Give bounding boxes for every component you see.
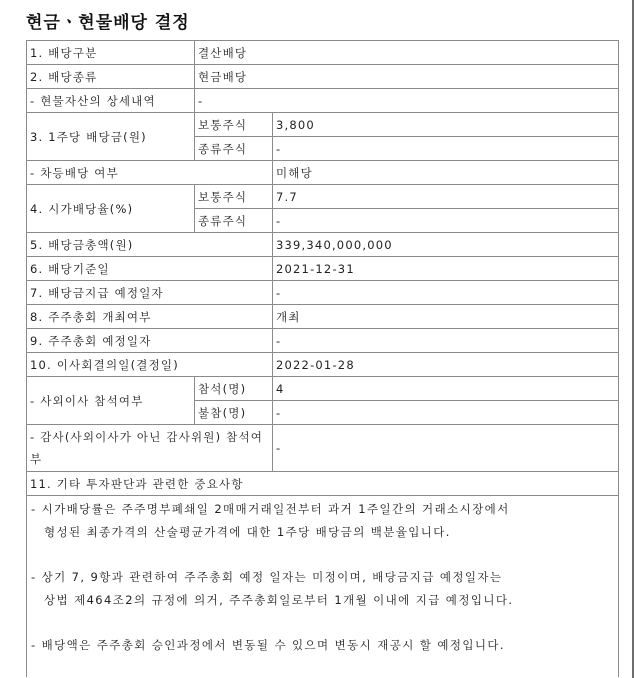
row-label: - 현물자산의 상세내역	[27, 89, 195, 113]
note-line: - 시가배당률은 주주명부폐쇄일 2매매거래일전부터 과거 1주일간의 거래소시장에서	[31, 502, 510, 516]
row-value: 개최	[273, 305, 619, 329]
table-row	[27, 161, 619, 185]
note-line: - 배당액은 주주총회 승인과정에서 변동될 수 있으며 변동시 재공시 할 예정입니다.	[31, 638, 505, 652]
row-label: 3. 1주당 배당금(원)	[27, 113, 195, 161]
row-label: 9. 주주총회 예정일자	[27, 329, 273, 353]
table-row	[27, 41, 619, 65]
note-line: 상법 제464조2의 규정에 의거, 주주총회일로부터 1개월 이내에 지급 예정입니다.	[44, 593, 514, 607]
row-value: -	[273, 329, 619, 353]
row-label: - 사외이사 참석여부	[27, 377, 195, 425]
table-row	[27, 377, 619, 401]
row-value: -	[273, 209, 619, 233]
row-value: 7.7	[273, 185, 619, 209]
notes-cell	[27, 496, 619, 678]
row-label: 8. 주주총회 개최여부	[27, 305, 273, 329]
row-label: - 감사(사외이사가 아닌 감사위원) 참석여부	[27, 425, 273, 472]
row-value: 미해당	[273, 161, 619, 185]
table-row	[27, 233, 619, 257]
row-value: 2021-12-31	[273, 257, 619, 281]
row-value: 3,800	[273, 113, 619, 137]
table-row	[27, 89, 619, 113]
row-value: 결산배당	[195, 41, 619, 65]
table-row	[27, 65, 619, 89]
dividend-table	[26, 40, 619, 677]
row-value: -	[273, 401, 619, 425]
notes-row	[27, 496, 619, 678]
row-value: -	[273, 137, 619, 161]
row-value: 2022-01-28	[273, 353, 619, 377]
row-value: -	[273, 425, 619, 472]
row-value: -	[273, 281, 619, 305]
sub-label: 종류주식	[195, 137, 273, 161]
row-label: 7. 배당금지급 예정일자	[27, 281, 273, 305]
sub-label: 불참(명)	[195, 401, 273, 425]
row-value: 현금배당	[195, 65, 619, 89]
table-row	[27, 305, 619, 329]
table-row	[27, 281, 619, 305]
sub-label: 참석(명)	[195, 377, 273, 401]
row-label: 11. 기타 투자판단과 관련한 중요사항	[27, 472, 619, 496]
sub-label: 보통주식	[195, 185, 273, 209]
row-label: 5. 배당금총액(원)	[27, 233, 273, 257]
page-title: 현금ㆍ현물배당 결정	[26, 13, 190, 33]
sub-label: 종류주식	[195, 209, 273, 233]
table-row	[27, 257, 619, 281]
table-row	[27, 353, 619, 377]
row-value: 4	[273, 377, 619, 401]
note-spacer	[31, 612, 614, 634]
note-spacer	[31, 544, 614, 566]
row-label: 1. 배당구분	[27, 41, 195, 65]
table-row	[27, 185, 619, 209]
row-label: 2. 배당종류	[27, 65, 195, 89]
row-label: 4. 시가배당율(%)	[27, 185, 195, 233]
note-line: - 상기 7, 9항과 관련하여 주주총회 예정 일자는 미정이며, 배당금지급 예정일자는	[31, 570, 503, 584]
sub-label: 보통주식	[195, 113, 273, 137]
row-label: 6. 배당기준일	[27, 257, 273, 281]
row-value: 339,340,000,000	[273, 233, 619, 257]
row-value: -	[195, 89, 619, 113]
table-row	[27, 113, 619, 137]
table-row	[27, 425, 619, 472]
row-label: - 차등배당 여부	[27, 161, 273, 185]
table-row	[27, 472, 619, 496]
row-label: 10. 이사회결의일(결정일)	[27, 353, 273, 377]
table-row	[27, 329, 619, 353]
note-line: 형성된 최종가격의 산술평균가격에 대한 1주당 배당금의 백분율입니다.	[44, 525, 451, 539]
